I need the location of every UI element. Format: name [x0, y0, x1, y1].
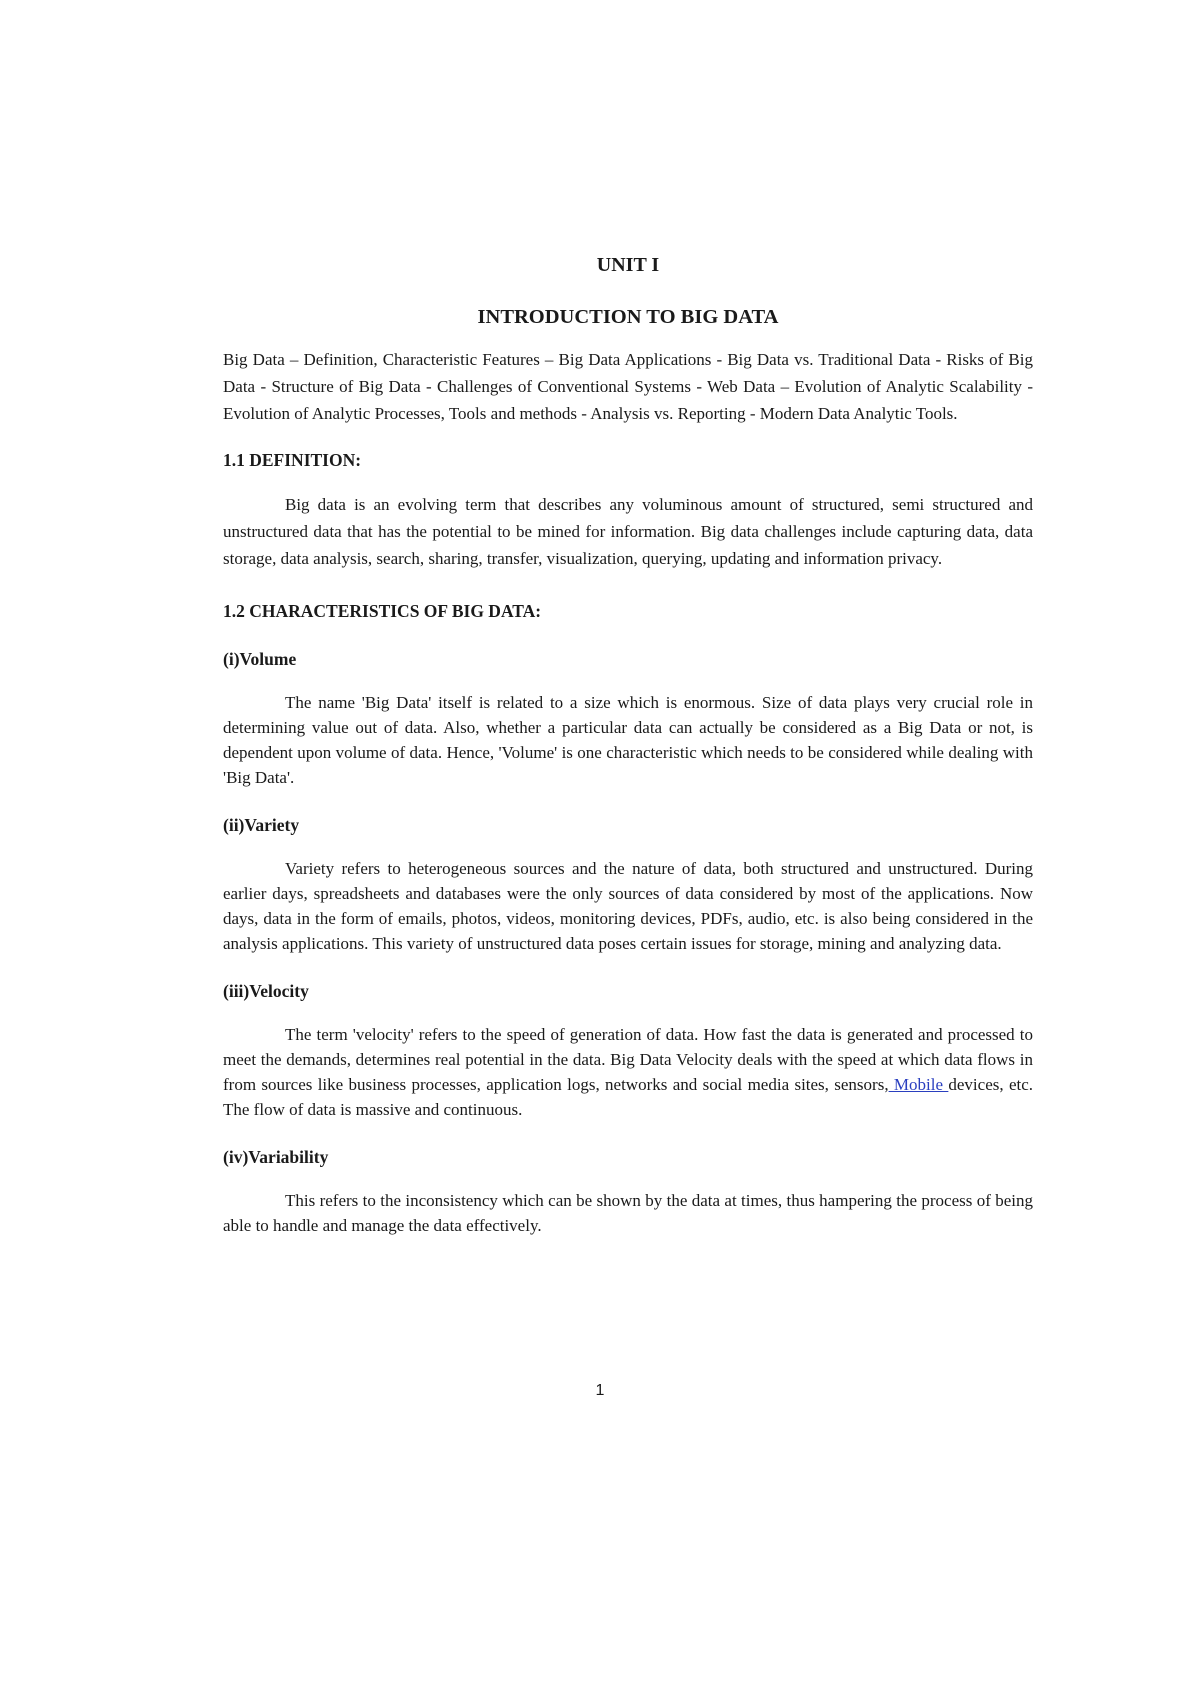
characteristics-heading: 1.2 CHARACTERISTICS OF BIG DATA:	[223, 601, 542, 621]
velocity-heading: (iii)Velocity	[223, 981, 309, 1001]
mobile-link[interactable]: Mobile	[888, 1075, 949, 1094]
variability-paragraph: This refers to the inconsistency which can be shown by the data at times, thus hampering the process of being able to handle and manage the data effectively.	[223, 1191, 1033, 1235]
velocity-text-before-link: The term 'velocity' refers to the speed of generation of data. How fast the data is generated and processed to meet the demands, determines real potential in the data. Big Data Velocity deals with the speed at which data flows in from sources like business processes, application logs, networks and social media sites, sensors,	[223, 1025, 1033, 1094]
definition-heading: 1.1 DEFINITION:	[223, 450, 362, 470]
document-page	[223, 250, 1033, 1238]
definition-paragraph: Big data is an evolving term that describes any voluminous amount of structured, semi structured and unstructured data that has the potential to be mined for information. Big data challenges include capturing data, data storage, data analysis, search, sharing, transfer, visualization, querying, updating and information privacy.	[223, 495, 1033, 568]
velocity-text-after-link: devices, etc. The flow of data is massive and continuous.	[223, 1075, 1034, 1119]
variety-paragraph: Variety refers to heterogeneous sources and the nature of data, both structured and unstructured. During earlier days, spreadsheets and databases were the only sources of data considered by most of the applications. Now days, data in the form of emails, photos, videos, monitoring devices, PDFs, audio, etc. is also being considered in the analysis applications. This variety of unstructured data poses certain issues for storage, mining and analyzing data.	[223, 859, 1033, 953]
variability-heading: (iv)Variability	[223, 1147, 329, 1167]
unit-title: UNIT I	[596, 254, 660, 276]
variety-heading: (ii)Variety	[223, 815, 300, 835]
chapter-title: INTRODUCTION TO BIG DATA	[477, 306, 779, 328]
volume-heading: (i)Volume	[223, 649, 297, 669]
page-number: 1	[595, 1382, 605, 1399]
velocity-paragraph	[223, 1022, 1033, 1122]
volume-paragraph: The name 'Big Data' itself is related to a size which is enormous. Size of data plays very crucial role in determining value out of data. Also, whether a particular data can actually be considered as a Big Data or not, is dependent upon volume of data. Hence, 'Volume' is one characteristic which needs to be considered while dealing with 'Big Data'.	[223, 693, 1033, 787]
syllabus-paragraph: Big Data – Definition, Characteristic Features – Big Data Applications - Big Data vs. Traditional Data - Risks of Big Data - Structure of Big Data - Challenges of Conventional Systems - Web Data – Evolution of Analytic Scalability - Evolution of Analytic Processes, Tools and methods - Analysis vs. Reporting - Modern Data Analytic Tools.	[223, 350, 1033, 423]
